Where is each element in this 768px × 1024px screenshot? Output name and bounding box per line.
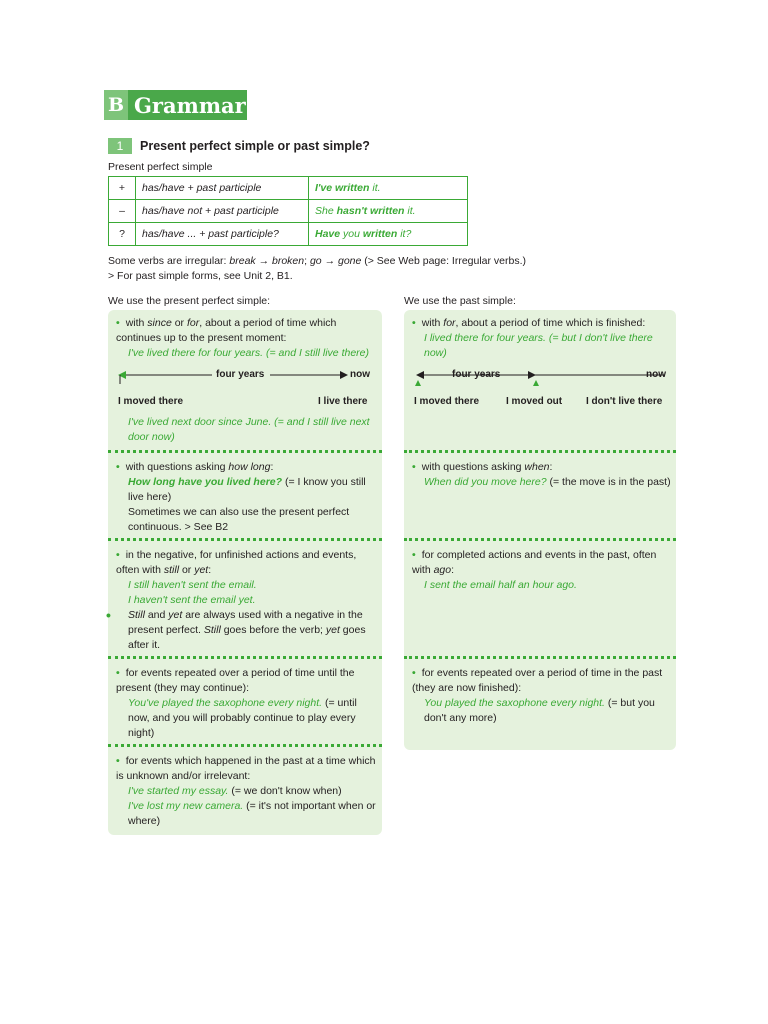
- text: with questions asking: [125, 461, 229, 473]
- timeline-label-four-years: four years: [216, 369, 265, 380]
- example-note: (= but you don't any more): [424, 697, 655, 724]
- bullet-icon: •: [412, 317, 416, 329]
- example-note: (= and I still live next door now): [128, 416, 370, 443]
- example-note: (= I know you still live here): [128, 476, 366, 503]
- text: in the negative, for unfinished actions and events, often with: [116, 549, 357, 576]
- example: [116, 475, 376, 505]
- example-text: I've lived there for four years.: [128, 347, 264, 359]
- timeline-label-four-years: four years: [452, 369, 501, 380]
- keyword: yet: [325, 624, 340, 636]
- irregular-pre: Some verbs are irregular:: [108, 255, 230, 267]
- bullet-icon: •: [116, 549, 120, 561]
- keyword: still: [163, 564, 180, 576]
- list-item: • with questions asking when: When did you move here? (= the move is in the past): [412, 460, 674, 490]
- table-form: has/have + past participle: [136, 177, 309, 200]
- example-note: (= it's not important when or where): [128, 800, 376, 827]
- example-text: You've played the saxophone every night.: [128, 697, 323, 709]
- example: I sent the email half an hour ago.: [424, 579, 577, 591]
- text: :: [451, 564, 455, 576]
- subsection-number: 1: [108, 138, 132, 154]
- table-symbol: –: [109, 200, 136, 223]
- list-item: [116, 666, 376, 741]
- list-item: • with questions asking how long: How long have you lived here? (= I know you still live here) Sometimes we can also use the present perfect continuous. > See B2: [116, 460, 376, 535]
- example-rest: it.: [404, 205, 416, 217]
- example-text: I've started my essay.: [128, 785, 229, 797]
- irregular-broken: broken: [272, 255, 305, 267]
- section-title: Grammar: [134, 92, 246, 118]
- example-text: I've lost my new camera.: [128, 800, 244, 812]
- example: I haven't sent the email yet.: [128, 594, 256, 606]
- text: for events repeated over a period of time in the past (they are now finished):: [412, 667, 663, 694]
- keyword: for: [186, 317, 200, 329]
- keyword: how long: [228, 461, 271, 473]
- keyword: for: [443, 317, 456, 329]
- irregular-sep: ;: [304, 255, 310, 267]
- text: with: [421, 317, 444, 329]
- table-form: has/have not + past participle: [136, 200, 309, 223]
- arrow-right-icon: [340, 371, 348, 379]
- text: or: [171, 317, 187, 329]
- marker-icon: [415, 380, 421, 386]
- list-item: [412, 316, 670, 361]
- table-symbol: +: [109, 177, 136, 200]
- example-text: How long have you lived here?: [128, 476, 283, 488]
- pp-label: Present perfect simple: [108, 161, 213, 173]
- divider: [108, 538, 382, 541]
- text: or: [179, 564, 195, 576]
- table-example: [309, 200, 468, 223]
- irregular-gone: gone: [337, 255, 362, 267]
- table-row: [109, 200, 468, 223]
- divider: [404, 450, 676, 453]
- text: with: [125, 317, 148, 329]
- subsection-heading: [108, 138, 370, 154]
- example: [412, 475, 674, 490]
- text: for completed actions and events in the past, often with: [412, 549, 657, 576]
- example: [412, 696, 670, 726]
- bullet-icon: •: [116, 461, 120, 473]
- timeline-past-simple: [410, 366, 672, 390]
- example: [128, 415, 373, 445]
- timeline-label-start: I moved there: [414, 396, 480, 407]
- list-item: [412, 666, 670, 726]
- table-row: [109, 177, 468, 200]
- table-example: [309, 177, 468, 200]
- bullet-icon: •: [412, 549, 416, 561]
- example-bold: hasn't written: [336, 205, 405, 217]
- timeline-label-mid: I moved out: [506, 396, 563, 407]
- timeline-label-end: I live there: [318, 396, 368, 407]
- example-mid: you: [340, 228, 363, 240]
- example: [412, 331, 670, 361]
- text: , about a period of time which continues up to the present moment:: [116, 317, 337, 344]
- marker-icon: [533, 380, 539, 386]
- divider: [108, 744, 382, 747]
- section-header: [104, 90, 247, 120]
- divider: [404, 538, 676, 541]
- bullet-icon: •: [116, 667, 120, 679]
- example-pre: She: [315, 205, 337, 217]
- irregular-ref: (> See Web page: Irregular verbs.): [361, 255, 527, 267]
- past-reference: > For past simple forms, see Unit 2, B1.: [108, 270, 293, 282]
- example: I still haven't sent the email.: [128, 579, 257, 591]
- irregular-note: [108, 254, 558, 269]
- example-bold: Have: [315, 228, 341, 240]
- section-letter: B: [104, 90, 128, 120]
- text: for events which happened in the past at a time which is unknown and/or irrelevant:: [116, 755, 376, 782]
- irregular-go: go: [309, 255, 322, 267]
- text: :: [208, 564, 212, 576]
- keyword: Still: [203, 624, 221, 636]
- keyword: since: [147, 317, 172, 329]
- keyword: ago: [433, 564, 452, 576]
- text: , about a period of time which is finished:: [455, 317, 646, 329]
- text: goes after it.: [128, 624, 366, 651]
- example-note: (= and I still live there): [263, 347, 369, 359]
- table-symbol: ?: [109, 223, 136, 246]
- note-text: Sometimes we can also use the present perfect continuous.: [128, 506, 350, 533]
- bullet-icon: •: [116, 755, 120, 767]
- timeline-label-end: I don't live there: [586, 396, 663, 407]
- timeline-label-now: now: [350, 369, 370, 380]
- arrow-icon: →: [258, 255, 270, 267]
- bullet-icon: •: [412, 461, 416, 473]
- example: [116, 784, 376, 799]
- example-text: I've lived next door since June.: [128, 416, 272, 428]
- example: [116, 799, 376, 829]
- table-form: has/have ... + past participle?: [136, 223, 309, 246]
- table-example: [309, 223, 468, 246]
- example-note: (= but I don't live there now): [424, 332, 653, 359]
- example-note: (= until now, and you will probably continue to play every night): [128, 697, 357, 739]
- list-item: [116, 316, 376, 361]
- divider: [404, 656, 676, 659]
- keyword: when: [524, 461, 550, 473]
- divider: [108, 656, 382, 659]
- text: for events repeated over a period of time until the present (they may continue):: [116, 667, 355, 694]
- text: and: [144, 609, 169, 621]
- right-intro: We use the past simple:: [404, 295, 516, 307]
- timeline-label-now: now: [646, 369, 666, 380]
- example-rest: it?: [397, 228, 412, 240]
- example-rest: it.: [369, 182, 381, 194]
- table-row: [109, 223, 468, 246]
- example-bold-2: written: [362, 228, 398, 240]
- note: [106, 607, 376, 653]
- example-text: I lived there for four years.: [424, 332, 546, 344]
- divider: [108, 450, 382, 453]
- list-item: [116, 754, 376, 829]
- text: with questions asking: [421, 461, 525, 473]
- example-bold: I've written: [315, 182, 370, 194]
- form-table: [108, 176, 468, 246]
- arrow-left-icon: [118, 371, 126, 379]
- text: are always used with a negative in the present perfect.: [128, 609, 363, 636]
- keyword: yet: [194, 564, 209, 576]
- list-item: [412, 548, 670, 593]
- subsection-title: Present perfect simple or past simple?: [140, 139, 370, 153]
- example-note: (= we don't know when): [228, 785, 342, 797]
- bullet-icon: •: [116, 317, 120, 329]
- timeline-label-start: I moved there: [118, 396, 184, 407]
- irregular-break: break: [229, 255, 256, 267]
- example-text: You played the saxophone every night.: [424, 697, 605, 709]
- keyword: yet: [168, 609, 183, 621]
- bullet-icon: •: [106, 607, 111, 623]
- example: [116, 346, 376, 361]
- arrow-icon: →: [324, 255, 336, 267]
- keyword: Still: [128, 609, 145, 621]
- list-item: [106, 548, 376, 653]
- left-intro: We use the present perfect simple:: [108, 295, 271, 307]
- note: [116, 505, 376, 535]
- bullet-icon: •: [412, 667, 416, 679]
- example-note: (= the move is in the past): [546, 476, 671, 488]
- example-text: When did you move here?: [424, 476, 547, 488]
- note-ref: > See B2: [181, 521, 229, 533]
- example: [116, 696, 376, 741]
- text: goes before the verb;: [220, 624, 326, 636]
